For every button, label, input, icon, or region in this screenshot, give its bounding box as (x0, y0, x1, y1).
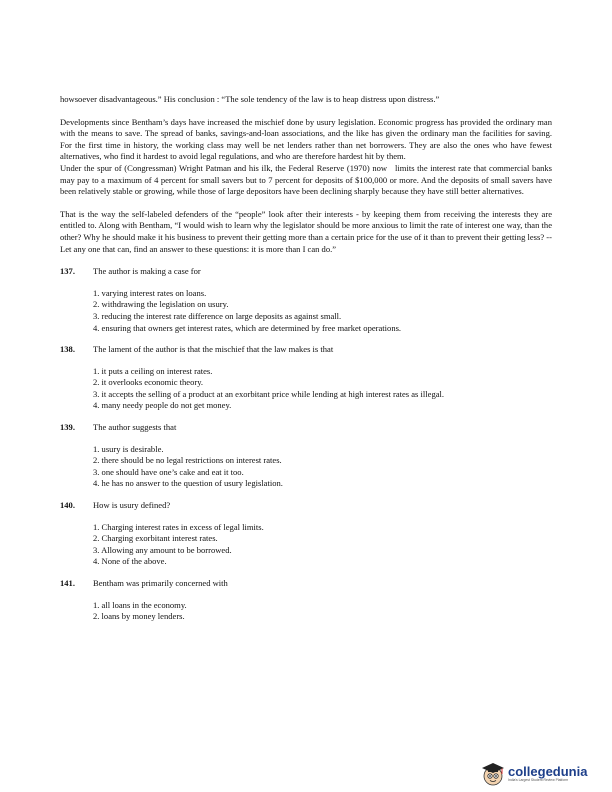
question-137 (60, 266, 552, 334)
collegedunia-logo (480, 760, 608, 788)
question-text: The lament of the author is that the mischief that the law makes is that (93, 344, 334, 355)
options-list (93, 444, 552, 490)
option: 2. there should be no legal restrictions on interest rates. (93, 455, 282, 466)
question-number: 138. (60, 344, 75, 355)
question-text: Bentham was primarily concerned with (93, 578, 228, 588)
option: 1. all loans in the economy. (93, 599, 187, 610)
passage-paragraph-4: That is the way the self-labeled defenders of the “people” look after their interests - by keeping them from receiving the interests they are entitled to. Along with Bentham, “I would wish to learn why the legislator should be more anxious to limit the rate of interest one way, than the other? Why he should make it his business to prevent their getting more than a certain price for the use of it than to prevent their getting less? -- Let any one that can, find an answer to these questions: it is more than I can do.” (60, 208, 552, 254)
logo-tagline: India's Largest Student Review Platform (508, 778, 569, 782)
question-text: The author suggests that (93, 422, 177, 433)
question-text: The author is making a case for (93, 266, 201, 277)
option: 3. it accepts the selling of a product at an exorbitant price while lending at high interest rates as illegal. (93, 388, 445, 399)
option: 4. many needy people do not get money. (93, 400, 232, 411)
option: 4. he has no answer to the question of usury legislation. (93, 478, 283, 489)
option: 2. withdrawing the legislation on usury. (93, 299, 229, 310)
question-text: How is usury defined? (93, 500, 171, 511)
question-138 (60, 344, 552, 412)
options-list (93, 600, 552, 623)
document-page (60, 94, 552, 623)
option: 1. Charging interest rates in excess of legal limits. (93, 521, 264, 532)
question-140 (60, 500, 552, 568)
options-list (93, 522, 552, 568)
option: 2. loans by money lenders. (93, 611, 185, 622)
option: 1. varying interest rates on loans. (93, 287, 207, 298)
question-number: 141. (60, 578, 75, 588)
logo-name: collegedunia (508, 764, 588, 779)
option: 1. usury is desirable. (93, 443, 164, 454)
question-141 (60, 578, 552, 623)
options-list (93, 366, 552, 412)
question-139 (60, 422, 552, 490)
passage-paragraph-1: howsoever disadvantageous.” His conclusion : “The sole tendency of the law is to heap distress upon distress.” (60, 94, 440, 104)
option: 3. one should have one’s cake and eat it too. (93, 466, 244, 477)
option: 2. Charging exorbitant interest rates. (93, 533, 218, 544)
option: 4. ensuring that owners get interest rates, which are determined by free market operations. (93, 322, 402, 333)
mascot-icon (480, 761, 506, 787)
option: 3. reducing the interest rate difference on large deposits as against small. (93, 310, 342, 321)
option: 1. it puts a ceiling on interest rates. (93, 365, 213, 376)
passage-paragraph-2: Developments since Bentham’s days have increased the mischief done by usury legislation. Economic progress has provided the ordinary man with the means to save. The spread of banks, savings-and-loan associations, and the like has given the ordinary man the facilities for saving. For the first time in history, the working class may well be net lenders rather than net borrowers. They are also the ones who have fewest alternatives, who find it hardest to avoid legal regulations, and who are therefore hardest hit by them. (60, 116, 552, 162)
question-number: 137. (60, 266, 75, 277)
question-number: 140. (60, 500, 75, 511)
option: 2. it overlooks economic theory. (93, 377, 204, 388)
question-number: 139. (60, 422, 75, 433)
option: 4. None of the above. (93, 556, 167, 567)
options-list (93, 288, 552, 334)
option: 3. Allowing any amount to be borrowed. (93, 544, 232, 555)
passage-paragraph-3: Under the spur of (Congressman) Wright Patman and his ilk, the Federal Reserve (1970) now limits the interest rate that commercial banks may pay to a maximum of 4 percent for small savers but to 7 percent for deposits of $100,000 or more. And the deposits of small savers have been relatively stable or growing, while those of large depositors have been declining sharply because they have still better alternatives. (60, 162, 552, 197)
